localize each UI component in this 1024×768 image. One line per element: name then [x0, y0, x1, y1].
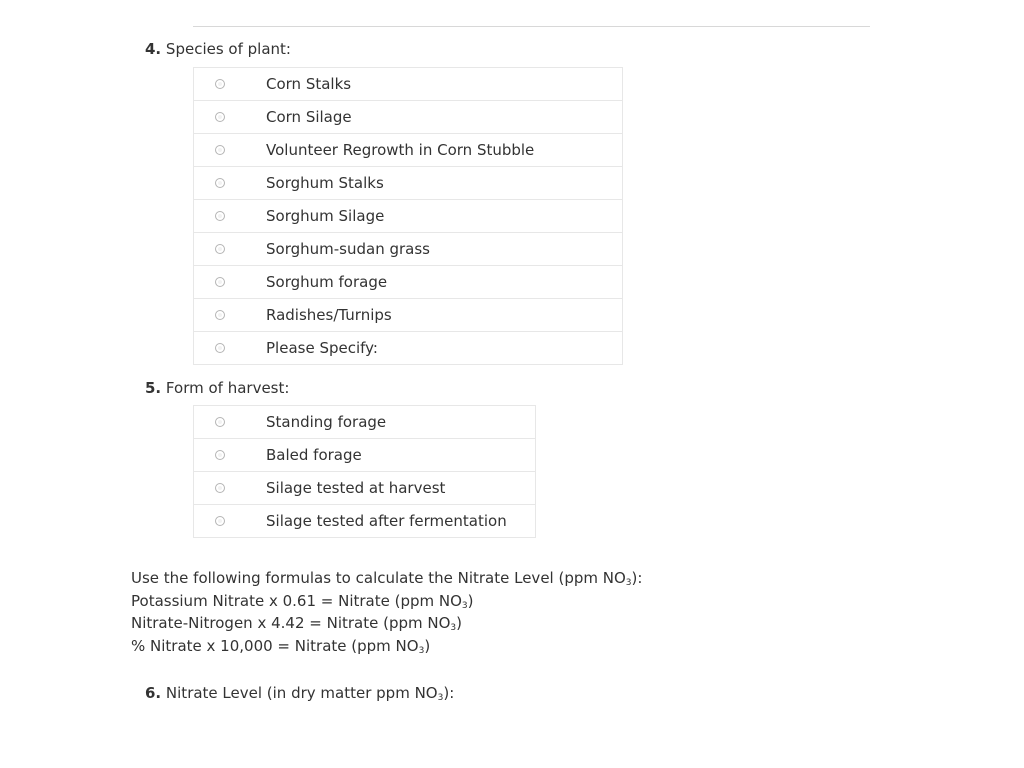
harvest-form-option-row[interactable]: [194, 505, 536, 538]
harvest-form-option-row[interactable]: [194, 439, 536, 472]
subscript: 3: [418, 645, 425, 656]
harvest-form-option-label[interactable]: Baled forage: [246, 439, 536, 472]
subscript: 3: [450, 623, 457, 633]
formula-line-1-text: Potassium Nitrate x 0.61 = Nitrate (ppm NO: [131, 591, 462, 610]
radio-cell: [194, 505, 247, 538]
species-radio-button[interactable]: [215, 277, 225, 287]
harvest-form-radio-button[interactable]: [215, 417, 225, 427]
radio-cell: [194, 68, 247, 101]
harvest-form-option-row[interactable]: [194, 472, 536, 505]
species-option-label[interactable]: Corn Silage: [246, 101, 623, 134]
question-5-number: 5.: [145, 379, 162, 397]
species-radio-button[interactable]: [215, 211, 225, 221]
species-radio-button[interactable]: [215, 145, 225, 155]
species-options: [193, 67, 623, 365]
radio-cell: [194, 472, 247, 505]
species-option-row[interactable]: [194, 266, 623, 299]
species-option-row[interactable]: [194, 68, 623, 101]
question-6-number: 6.: [145, 684, 162, 702]
question-6-text-end: ):: [443, 684, 455, 702]
subscript: 3: [437, 693, 444, 703]
formula-percent-nitrate: [131, 635, 642, 658]
question-5-label: [145, 379, 289, 397]
species-option-label[interactable]: Corn Stalks: [246, 68, 623, 101]
species-option-row[interactable]: [194, 233, 623, 266]
species-radio-button[interactable]: [215, 244, 225, 254]
formula-intro: [131, 567, 642, 590]
species-radio-button[interactable]: [215, 343, 225, 353]
formula-nitrate-nitrogen: [131, 612, 642, 635]
formula-line-2-text: Nitrate-Nitrogen x 4.42 = Nitrate (ppm NO: [131, 614, 451, 632]
subscript: 3: [625, 578, 632, 588]
radio-cell: [194, 439, 247, 472]
formula-line-3-text: % Nitrate x 10,000 = Nitrate (ppm NO: [131, 636, 419, 655]
radio-cell: [194, 406, 247, 439]
radio-cell: [194, 233, 247, 266]
formula-line-1-end: ): [467, 591, 474, 610]
species-radio-button[interactable]: [215, 310, 225, 320]
radio-cell: [194, 266, 247, 299]
species-radio-button[interactable]: [215, 112, 225, 122]
formula-line-3-end: ): [424, 636, 431, 655]
subscript: 3: [461, 600, 468, 611]
species-option-row[interactable]: [194, 134, 623, 167]
formula-line-2-end: ): [456, 614, 463, 632]
species-option-label[interactable]: Sorghum-sudan grass: [246, 233, 623, 266]
species-option-label[interactable]: Please Specify:: [246, 332, 623, 365]
question-6-text: Nitrate Level (in dry matter ppm NO: [165, 684, 438, 702]
species-option-row[interactable]: [194, 332, 623, 365]
radio-cell: [194, 200, 247, 233]
harvest-form-option-label[interactable]: Standing forage: [246, 406, 536, 439]
formula-instructions: [131, 567, 642, 657]
species-radio-button[interactable]: [215, 79, 225, 89]
species-option-row[interactable]: [194, 101, 623, 134]
harvest-form-option-row[interactable]: [194, 406, 536, 439]
species-radio-button[interactable]: [215, 178, 225, 188]
species-option-label[interactable]: Sorghum forage: [246, 266, 623, 299]
species-option-row[interactable]: [194, 167, 623, 200]
radio-cell: [194, 299, 247, 332]
radio-cell: [194, 134, 247, 167]
species-option-label[interactable]: Volunteer Regrowth in Corn Stubble: [246, 134, 623, 167]
harvest-form-options: [193, 405, 536, 538]
top-divider: [193, 26, 870, 27]
species-option-label[interactable]: Radishes/Turnips: [246, 299, 623, 332]
radio-cell: [194, 101, 247, 134]
harvest-form-radio-button[interactable]: [215, 450, 225, 460]
question-5-text: Form of harvest:: [165, 379, 290, 397]
species-option-label[interactable]: Sorghum Silage: [246, 200, 623, 233]
radio-cell: [194, 167, 247, 200]
formula-intro-text: Use the following formulas to calculate the Nitrate Level (ppm NO: [131, 569, 626, 587]
question-6-label: [145, 684, 454, 702]
harvest-form-radio-button[interactable]: [215, 516, 225, 526]
species-option-row[interactable]: [194, 299, 623, 332]
question-4-text: Species of plant:: [165, 40, 291, 58]
question-4-label: [145, 40, 291, 58]
radio-cell: [194, 332, 247, 365]
formula-potassium-nitrate: [131, 590, 642, 613]
species-option-row[interactable]: [194, 200, 623, 233]
question-4-number: 4.: [145, 40, 162, 58]
harvest-form-option-label[interactable]: Silage tested at harvest: [246, 472, 536, 505]
formula-intro-end: ):: [631, 569, 643, 587]
species-option-label[interactable]: Sorghum Stalks: [246, 167, 623, 200]
harvest-form-option-label[interactable]: Silage tested after fermentation: [246, 505, 536, 538]
harvest-form-radio-button[interactable]: [215, 483, 225, 493]
